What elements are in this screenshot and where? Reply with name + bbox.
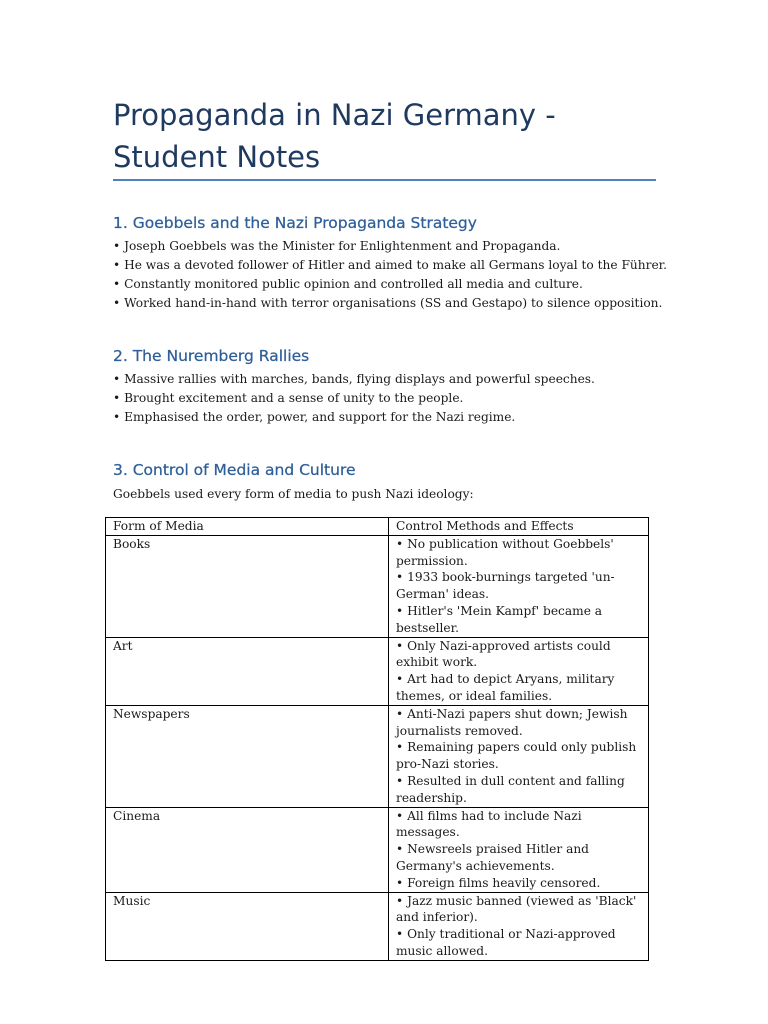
effect-item: • Jazz music banned (viewed as 'Black' and inferior). xyxy=(396,893,637,925)
table-row xyxy=(106,637,649,705)
effect-item: • Only traditional or Nazi-approved music allowed. xyxy=(396,927,616,958)
table-row xyxy=(106,807,649,892)
media-cell: Cinema xyxy=(106,807,389,892)
bullet-item: • Constantly monitored public opinion and controlled all media and culture. xyxy=(113,277,583,291)
media-cell: Newspapers xyxy=(106,705,389,807)
media-cell: Music xyxy=(106,892,389,960)
effects-cell xyxy=(389,807,649,892)
table-row xyxy=(106,705,649,807)
section-heading: 3. Control of Media and Culture xyxy=(113,461,356,479)
effect-item: • Art had to depict Aryans, military themes, or ideal families. xyxy=(396,672,615,703)
bullet-item: • He was a devoted follower of Hitler and aimed to make all Germans loyal to the Führer. xyxy=(113,258,668,272)
bullet-list xyxy=(113,237,668,313)
effects-cell xyxy=(389,892,649,960)
bullet-item: • Worked hand-in-hand with terror organisations (SS and Gestapo) to silence opposition. xyxy=(113,296,663,310)
table-row xyxy=(106,535,649,637)
effect-item: • Resulted in dull content and falling readership. xyxy=(396,773,625,805)
media-control-table xyxy=(105,517,649,961)
column-header-media: Form of Media xyxy=(106,518,389,536)
bullet-item: • Emphasised the order, power, and support for the Nazi regime. xyxy=(113,410,516,424)
section-heading: 2. The Nuremberg Rallies xyxy=(113,347,310,365)
effect-item: • 1933 book-burnings targeted 'un-German' ideas. xyxy=(396,570,615,602)
bullet-item: • Brought excitement and a sense of unity to the people. xyxy=(113,391,464,405)
bullet-list xyxy=(113,370,658,427)
title-divider xyxy=(113,179,656,181)
effect-item: • Foreign films heavily censored. xyxy=(396,875,601,890)
section-heading: 1. Goebbels and the Nazi Propaganda Strategy xyxy=(113,214,477,232)
media-cell: Art xyxy=(106,637,389,705)
effect-item: • Anti-Nazi papers shut down; Jewish journalists removed. xyxy=(396,706,628,738)
effects-cell xyxy=(389,705,649,807)
page-title: Propaganda in Nazi Germany - Student Notes xyxy=(113,98,556,174)
effect-item: • No publication without Goebbels' permission. xyxy=(396,536,614,568)
section-goebbels xyxy=(113,212,668,313)
effects-cell xyxy=(389,637,649,705)
section-media-culture xyxy=(113,459,658,504)
bullet-item: • Massive rallies with marches, bands, flying displays and powerful speeches. xyxy=(113,372,595,386)
effect-item: • All films had to include Nazi messages. xyxy=(396,808,582,840)
media-cell: Books xyxy=(106,535,389,637)
effects-cell xyxy=(389,535,649,637)
section-nuremberg-rallies xyxy=(113,345,658,427)
effect-item: • Remaining papers could only publish pro-Nazi stories. xyxy=(396,740,637,772)
table-row xyxy=(106,892,649,960)
table-header-row xyxy=(106,518,649,536)
bullet-item: • Joseph Goebbels was the Minister for Enlightenment and Propaganda. xyxy=(113,239,561,253)
section-intro: Goebbels used every form of media to push Nazi ideology: xyxy=(113,487,474,501)
effect-item: • Only Nazi-approved artists could exhibit work. xyxy=(396,638,611,670)
column-header-effects: Control Methods and Effects xyxy=(389,518,649,536)
effect-item: • Newsreels praised Hitler and Germany's achievements. xyxy=(396,842,589,873)
effect-item: • Hitler's 'Mein Kampf' became a bestseller. xyxy=(396,603,603,635)
